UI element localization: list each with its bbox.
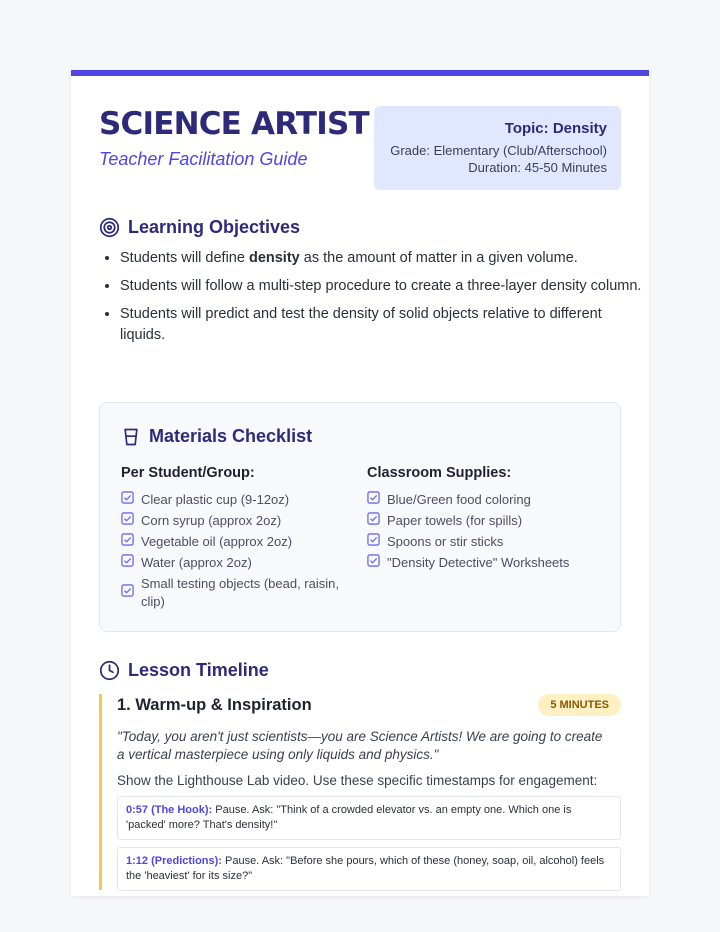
timestamp-text: Pause. Ask: "Before she pours, which of these (honey, soap, oil, alcohol) feels the 'heaviest' for its size?" xyxy=(126,855,605,882)
target-icon xyxy=(99,217,120,238)
per-student-column xyxy=(121,465,351,614)
checklist-item: Paper towels (for spills) xyxy=(367,512,597,530)
timestamp-label: 1:12 (Predictions): xyxy=(126,855,222,867)
timeline-step xyxy=(99,694,621,890)
checkbox-icon xyxy=(121,554,134,572)
step-instruction: Show the Lighthouse Lab video. Use these specific timestamps for engagement: xyxy=(117,773,598,788)
checkbox-icon xyxy=(367,533,380,551)
clock-icon xyxy=(99,660,120,681)
checklist-item: Small testing objects (bead, raisin, clip) xyxy=(121,575,351,611)
checklist-item: Vegetable oil (approx 2oz) xyxy=(121,533,351,551)
objectives-list xyxy=(99,248,642,353)
checkbox-icon xyxy=(121,512,134,530)
checkbox-icon xyxy=(367,491,380,509)
timeline-title: Lesson Timeline xyxy=(128,660,269,680)
materials-heading xyxy=(121,426,312,447)
page-title: SCIENCE ARTIST xyxy=(99,106,369,142)
per-student-heading: Per Student/Group: xyxy=(121,465,255,481)
step-quote: "Today, you aren't just scientists—you are Science Artists! We are going to create a vertical masterpiece using only liquids and physics." xyxy=(117,729,603,762)
guide-page xyxy=(71,70,649,896)
checklist-item: "Density Detective" Worksheets xyxy=(367,554,597,572)
timestamp-text: Pause. Ask: "Think of a crowded elevator vs. an empty one. Which one is 'packed' more? That's density!" xyxy=(126,804,572,831)
topic-label: Topic: Density xyxy=(504,120,607,137)
objectives-title: Learning Objectives xyxy=(128,217,301,237)
checkbox-icon xyxy=(367,554,380,572)
checkbox-icon xyxy=(121,491,134,509)
classroom-column xyxy=(367,465,597,575)
objective-item: • Students will follow a multi-step procedure to create a three-layer density column. xyxy=(120,276,642,297)
checklist-item: Corn syrup (approx 2oz) xyxy=(121,512,351,530)
topic-box xyxy=(374,106,621,190)
header xyxy=(99,106,621,196)
objectives-heading xyxy=(99,217,300,238)
checklist-item: Blue/Green food coloring xyxy=(367,491,597,509)
timeline-heading xyxy=(99,660,269,681)
checklist-item: Water (approx 2oz) xyxy=(121,554,351,572)
duration-label: Duration: 45-50 Minutes xyxy=(468,160,607,175)
checklist-item: Clear plastic cup (9-12oz) xyxy=(121,491,351,509)
materials-title: Materials Checklist xyxy=(149,426,313,446)
timestamp-note xyxy=(117,796,621,840)
objective-item: • Students will define density as the amount of matter in a given volume. xyxy=(120,248,642,269)
materials-card xyxy=(99,402,621,632)
checkbox-icon xyxy=(121,533,134,551)
duration-badge: 5 MINUTES xyxy=(538,694,621,716)
timestamp-label: 0:57 (The Hook): xyxy=(126,804,213,816)
classroom-heading: Classroom Supplies: xyxy=(367,465,512,481)
step-title: 1. Warm-up & Inspiration xyxy=(117,696,312,714)
objective-item: • Students will predict and test the density of solid objects relative to different liquids. xyxy=(120,304,642,346)
grade-label: Grade: Elementary (Club/Afterschool) xyxy=(390,143,607,158)
checklist-item: Spoons or stir sticks xyxy=(367,533,597,551)
checkbox-icon xyxy=(121,584,134,602)
cup-icon xyxy=(121,427,141,447)
timestamp-note xyxy=(117,847,621,891)
page-subtitle: Teacher Facilitation Guide xyxy=(99,149,308,169)
checkbox-icon xyxy=(367,512,380,530)
